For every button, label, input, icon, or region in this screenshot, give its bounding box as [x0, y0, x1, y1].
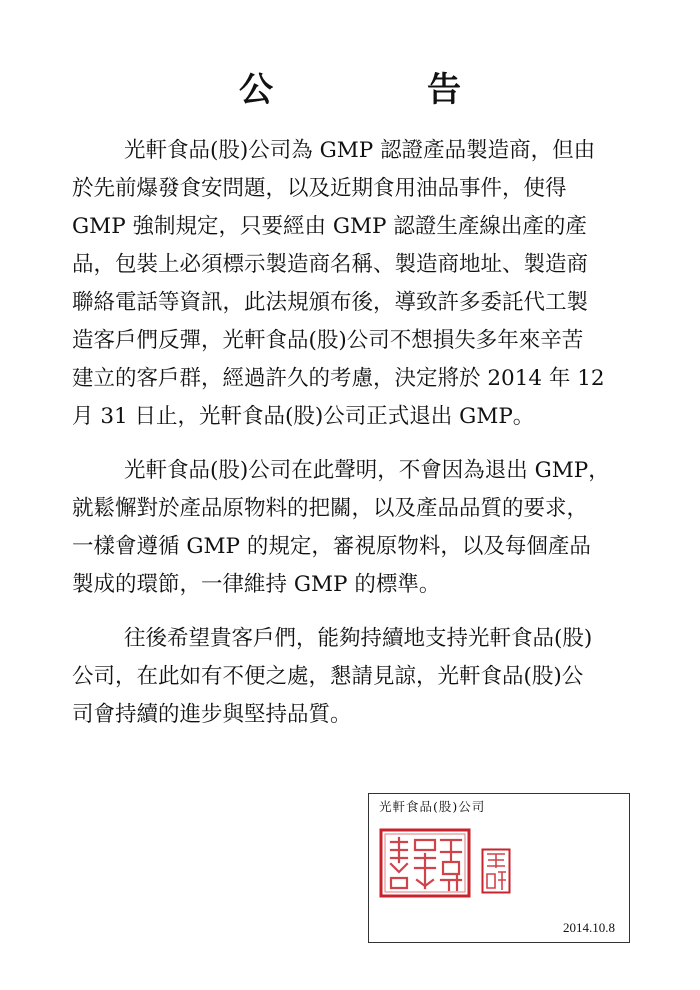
text-line: 品，包裝上必須標示製造商名稱、製造商地址、製造商	[72, 252, 589, 277]
text-line: 往後希望貴客戶們，能夠持續地支持光軒食品(股)	[124, 626, 593, 651]
text-line: 建立的客戶群，經過許久的考慮，決定將於 2014 年 12	[72, 366, 605, 391]
text-line: 公司，在此如有不便之處，懇請見諒，光軒食品(股)公	[72, 664, 584, 689]
text-line: 就鬆懈對於產品原物料的把關，以及產品品質的要求，	[72, 496, 589, 521]
text-line: 一樣會遵循 GMP 的規定，審視原物料，以及每個產品	[72, 534, 591, 559]
text-line: 月 31 日止，光軒食品(股)公司正式退出 GMP。	[72, 404, 535, 429]
text-line: 光軒食品(股)公司在此聲明，不會因為退出 GMP，	[124, 458, 610, 483]
paragraph-3	[72, 620, 642, 734]
text-line: 造客戶們反彈，光軒食品(股)公司不想損失多年來辛苦	[72, 328, 584, 353]
text-line: 於先前爆發食安問題，以及近期食用油品事件，使得	[72, 176, 567, 201]
paragraph-1	[72, 132, 642, 436]
personal-seal-stamp	[481, 848, 511, 894]
text-line: 光軒食品(股)公司為 GMP 認證產品製造商，但由	[124, 138, 596, 163]
page-title: 公 告	[239, 70, 521, 110]
text-line: GMP 強制規定，只要經由 GMP 認證生產線出產的產	[72, 214, 587, 239]
signature-company: 光軒食品(股)公司	[379, 799, 486, 814]
text-line: 司會持續的進步與堅持品質。	[72, 702, 352, 727]
text-line: 聯絡電話等資訊，此法規頒布後，導致許多委託代工製	[72, 290, 589, 315]
text-line: 製成的環節，一律維持 GMP 的標準。	[72, 572, 441, 597]
signature-date: 2014.10.8	[563, 920, 615, 935]
paragraph-2	[72, 452, 642, 604]
company-seal-stamp	[379, 828, 471, 898]
announcement-body	[72, 132, 642, 734]
signature-box	[368, 793, 630, 943]
